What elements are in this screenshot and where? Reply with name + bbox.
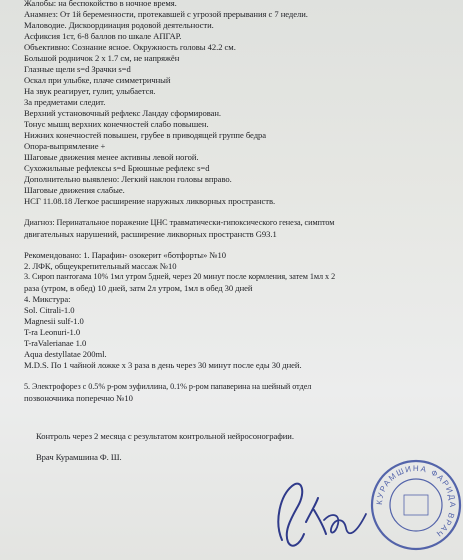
control-line: Контроль через 2 месяца с результатом контрольной нейросонографии. (36, 431, 294, 441)
text-line: Шаговые движения менее активны левой ногой. (24, 152, 199, 162)
prescription-line: T-ra Leonuri-1.0 (24, 327, 81, 337)
text-line: Опора-выпрямление + (24, 141, 106, 151)
prescription-line: Aqua destyllatae 200ml. (24, 349, 107, 359)
text-line: Маловодие. Дискоордииация родовой деятельности. (24, 20, 214, 30)
recommendation-line: 5. Электрофорез с 0.5% р-ром эуфиллина, 0.1% р-ром папаверина на шейный отдел (24, 382, 312, 391)
recommendation-line: 2. ЛФК, общеукрепительный массаж №10 (24, 261, 177, 271)
text-line: Шаговые движения слабые. (24, 185, 125, 195)
text-line: Нижних конечностей повышен, грубее в приводящей группе бедра (24, 130, 267, 140)
text-line: Верхний установочный рефлекс Ландау сформирован. (24, 108, 222, 118)
prescription-line: Magnesii sulf-1.0 (24, 316, 84, 326)
text-line: Тонус мышц верхних конечностей слабо повышен. (24, 119, 209, 129)
diagnosis-line: Диагноз: Перинатальное поражение ЦНС травматически-гипоксического генеза, симптом (24, 218, 335, 227)
recommendation-line: Рекомендовано: 1. Парафин- озокерит «ботфорты» №10 (24, 250, 227, 260)
text-line: На звук реагирует, гулит, улыбается. (24, 86, 156, 96)
text-line: Сухожильные рефлексы s=d Брюшные рефлекс s=d (24, 163, 210, 173)
doctor-signature (262, 462, 380, 554)
diagnosis-line: двигательных нарушений, расширение ликворных пространств G93.1 (24, 229, 277, 239)
text-line: Дополнительно выявлено: Легкий наклон головы вправо. (24, 174, 232, 184)
text-line: Глазные щели s=d Зрачки s=d (24, 64, 131, 74)
text-line: Объективно: Сознание ясное. Окружность головы 42.2 см. (24, 42, 236, 52)
prescription-line: T-raValerianae 1.0 (24, 338, 87, 348)
text-line: Анамнез: От 1й беременности, протекавшей с угрозой прерывания с 7 недели. (24, 9, 308, 19)
recommendation-line: позвоночника поперечно №10 (24, 393, 133, 403)
recommendation-line: 4. Микстура: (24, 294, 71, 304)
text-line: НСГ 11.08.18 Легкое расширение наружных ликворных пространств. (24, 196, 276, 206)
recommendation-line: раза (утром, в обед) 10 дней, затм 2л утром, 1мл в обед 30 дней (24, 283, 253, 293)
doctor-stamp (368, 457, 463, 553)
text-line: Жалобы: на беспокойство в ночное время. (24, 0, 177, 8)
text-line: Большой родничок 2 х 1.7 см, не напряжён (24, 53, 180, 63)
doctor-name: Врач Курамшина Ф. Ш. (36, 452, 122, 462)
text-line: За предметами следит. (24, 97, 106, 107)
svg-text:КУРАМШИНА ФАРИДА ВРАЧ: КУРАМШИНА ФАРИДА ВРАЧ (374, 463, 458, 539)
text-line: Асфиксия 1ст, 6-8 баллов по шкале АПГАР. (24, 31, 182, 41)
text-line: Оскал при улыбке, плаче симметричный (24, 75, 171, 85)
prescription-line: M.D.S. По 1 чайной ложке х 3 раза в день через 30 минут после еды 30 дней. (24, 360, 302, 370)
recommendation-line: 3. Сироп пантогама 10% 1мл утром 5дней, через 20 минут после кормления, затем 1мл х 2 (24, 272, 336, 281)
prescription-line: Sol. Citrali-1.0 (24, 305, 75, 315)
